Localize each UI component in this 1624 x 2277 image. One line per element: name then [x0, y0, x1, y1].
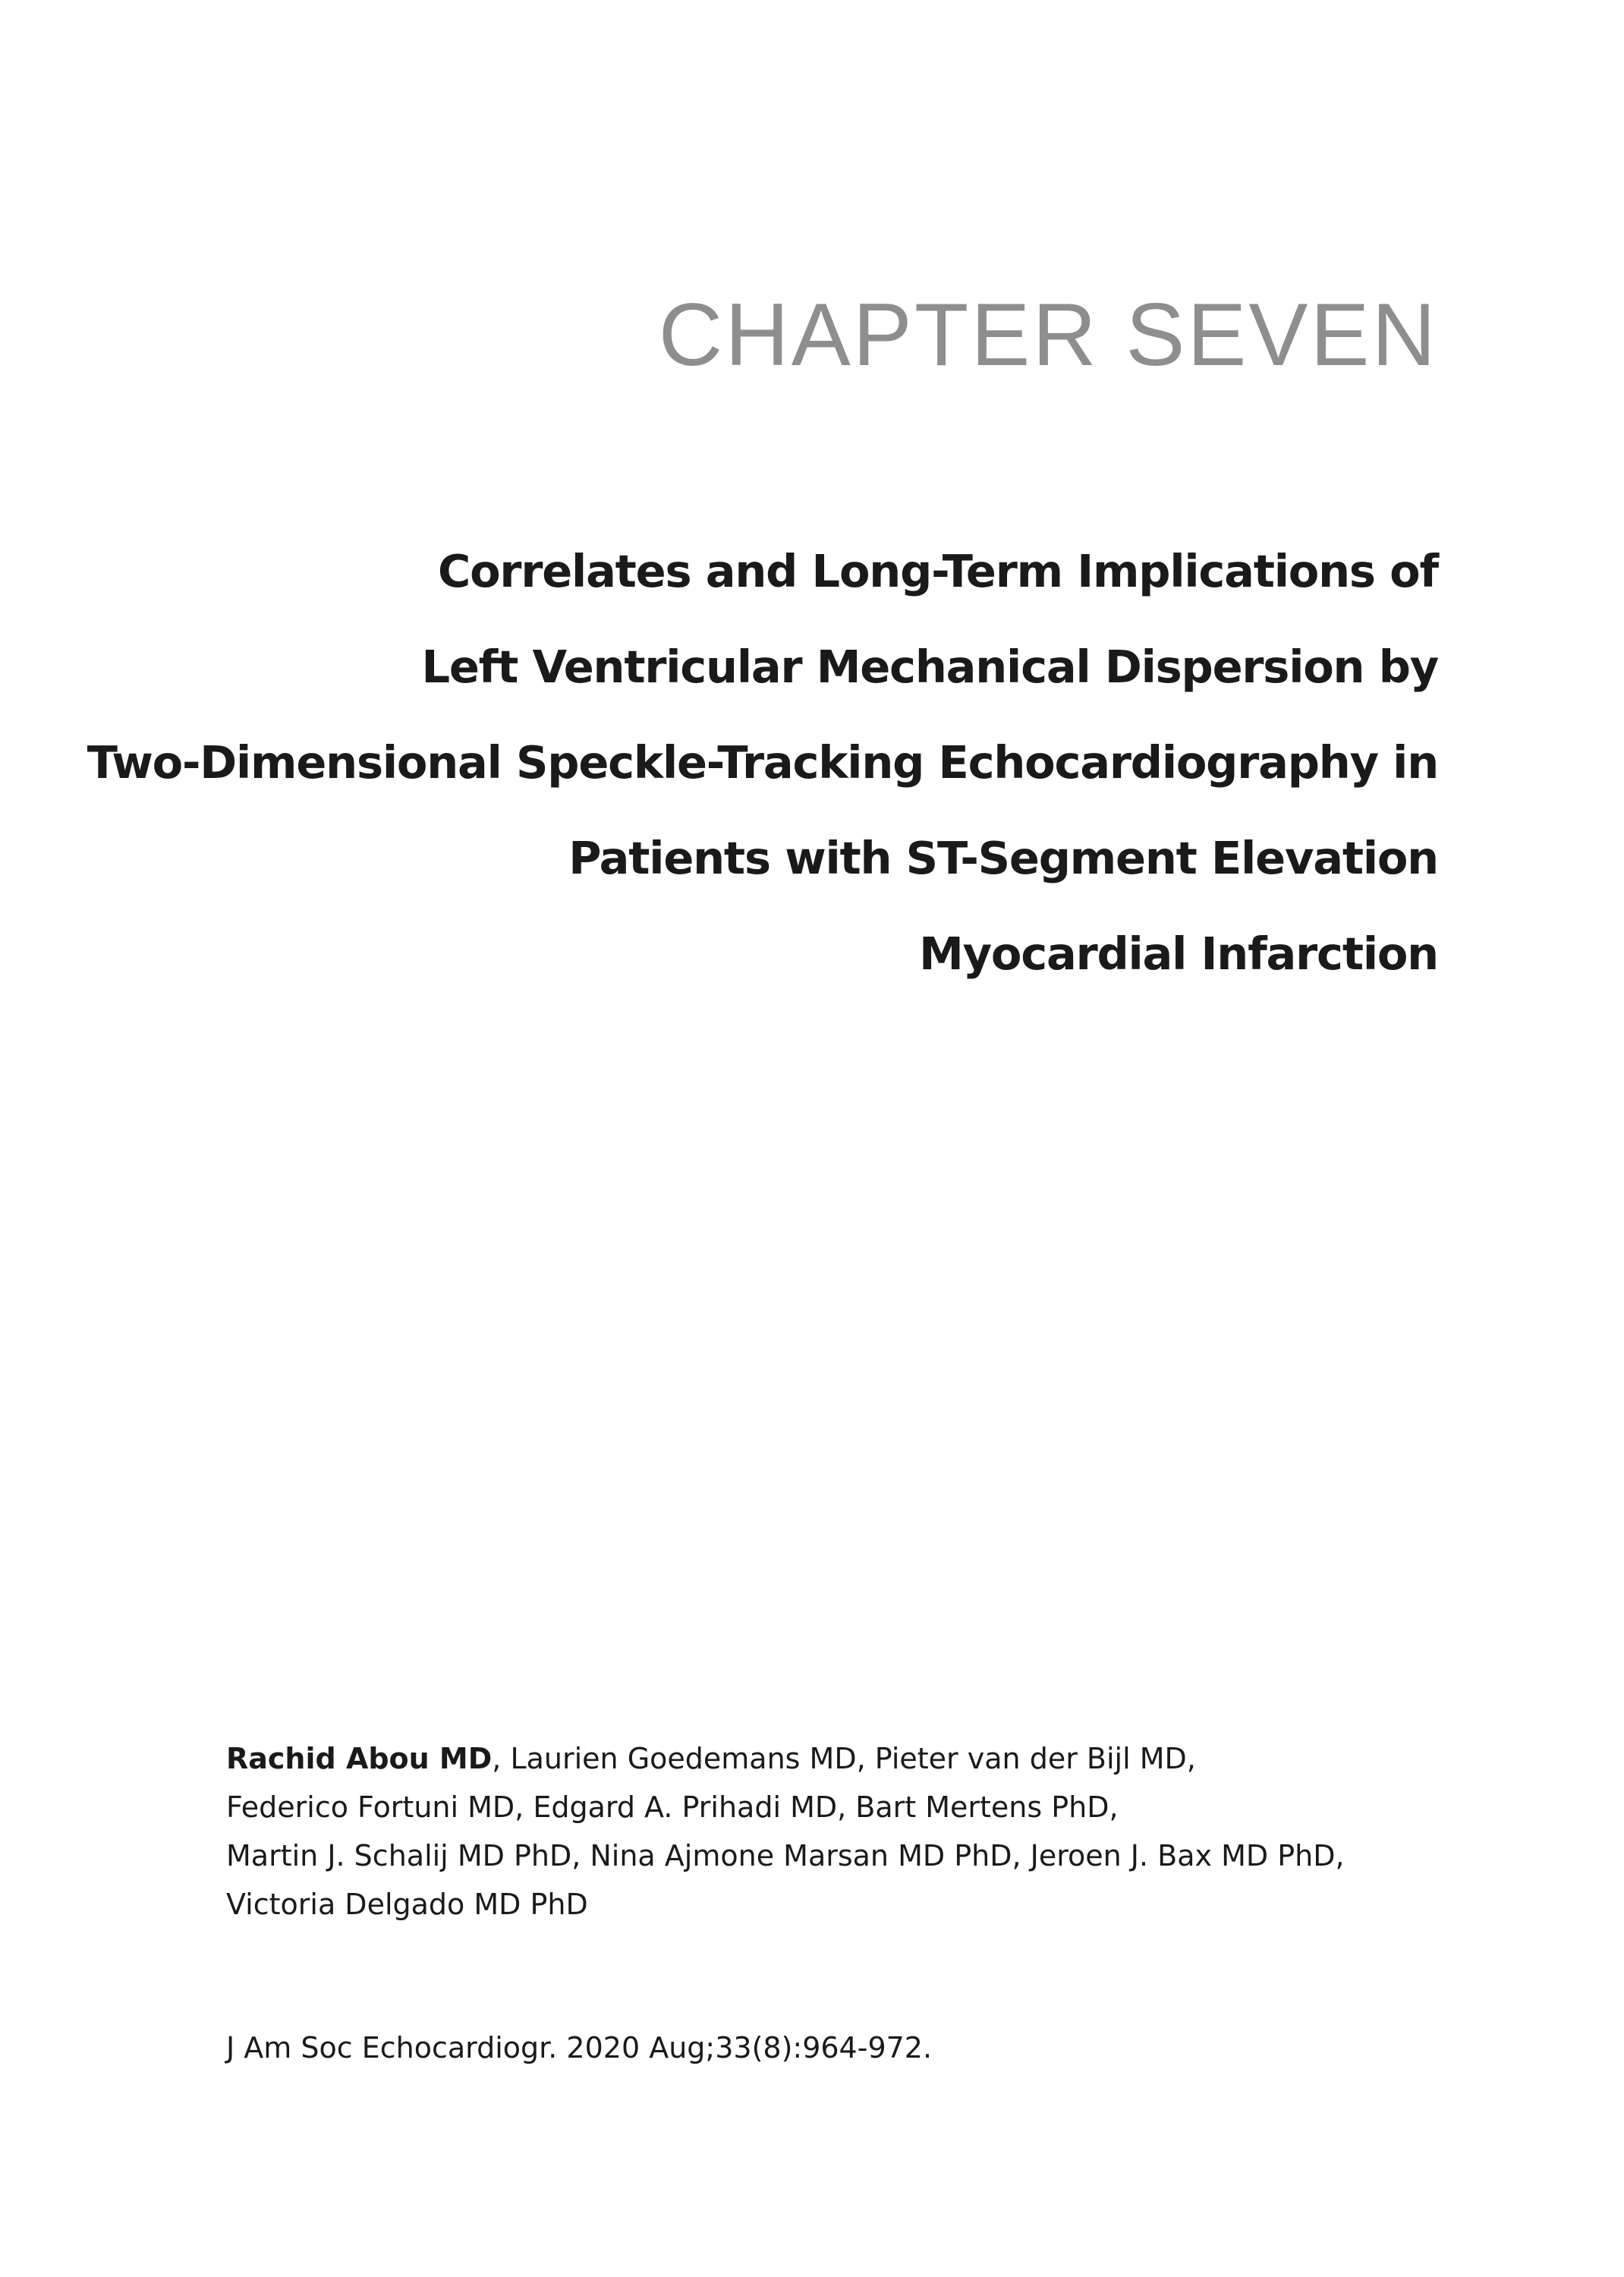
- author-list: [226, 1734, 1345, 1929]
- first-author: Rachid Abou MD: [226, 1742, 493, 1775]
- title-line-5: Myocardial Infarction: [919, 927, 1438, 980]
- title-line-3: Two-Dimensional Speckle-Tracking Echocardiography in: [87, 736, 1438, 789]
- title-line-1: Correlates and Long-Term Implications of: [438, 545, 1438, 597]
- title-line-2: Left Ventricular Mechanical Dispersion by: [421, 641, 1438, 693]
- author-line-2: Federico Fortuni MD, Edgard A. Prihadi MD, Bart Mertens PhD,: [226, 1790, 1119, 1824]
- journal-citation: J Am Soc Echocardiogr. 2020 Aug;33(8):964-972.: [226, 2031, 933, 2064]
- title-line-4: Patients with ST-Segment Elevation: [568, 832, 1438, 884]
- author-line-1-rest: , Laurien Goedemans MD, Pieter van der Bijl MD,: [492, 1742, 1196, 1775]
- chapter-heading: CHAPTER SEVEN: [658, 285, 1438, 384]
- author-line-1: [226, 1734, 1345, 1783]
- author-line-4: Victoria Delgado MD PhD: [226, 1888, 588, 1921]
- author-line-3: Martin J. Schalij MD PhD, Nina Ajmone Marsan MD PhD, Jeroen J. Bax MD PhD,: [226, 1839, 1345, 1872]
- article-title: [87, 524, 1438, 1002]
